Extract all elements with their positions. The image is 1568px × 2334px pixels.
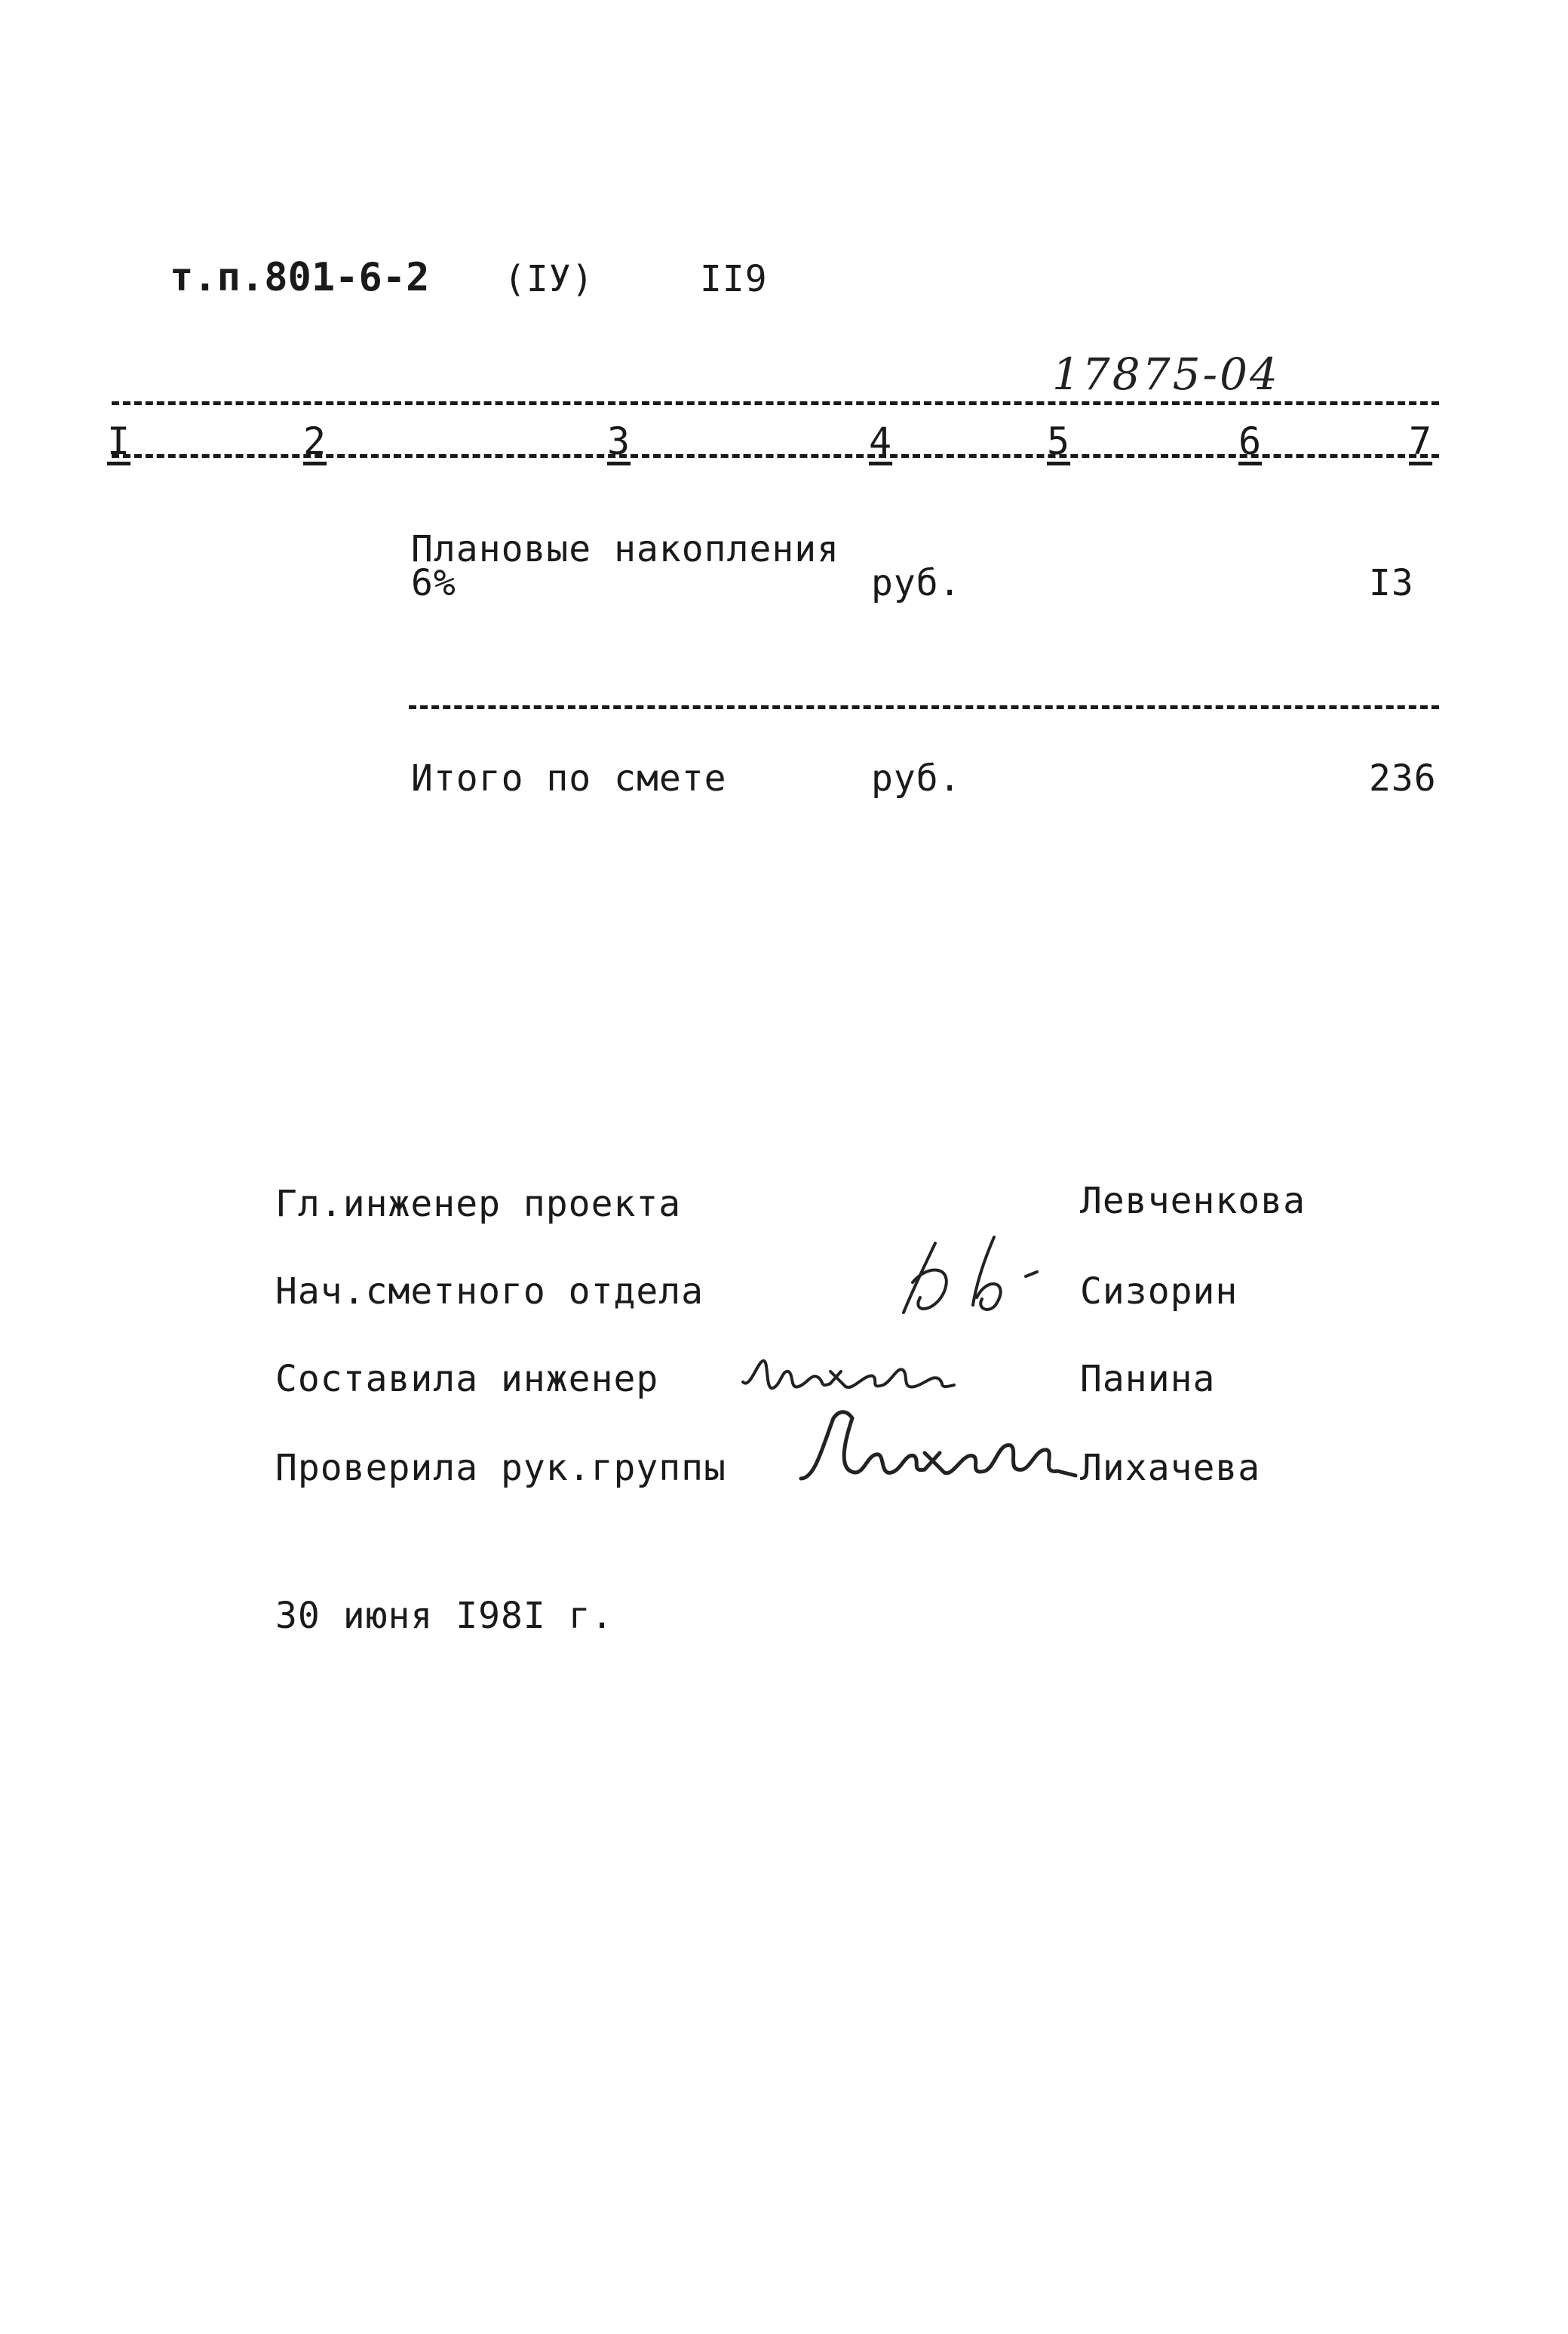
- total-label: Итого по смете: [411, 757, 727, 800]
- total-rule: [409, 705, 1439, 709]
- signature-name-estimate-head: Сизорин: [1080, 1270, 1238, 1313]
- signature-name-compiler: Панина: [1080, 1358, 1216, 1400]
- handwritten-signature-compiler: [735, 1344, 962, 1405]
- row-name-line2: 6%: [411, 562, 456, 604]
- document-date: 30 июня I98I г.: [275, 1595, 614, 1637]
- handwritten-number: 17875-04: [1052, 349, 1280, 400]
- row-value: I3: [1369, 562, 1414, 604]
- column-number-5: 5: [1047, 419, 1071, 463]
- page-number: II9: [700, 258, 768, 300]
- table-header-top-rule: [112, 401, 1439, 405]
- signature-name-checker: Лихачева: [1080, 1447, 1261, 1489]
- signature-role-estimate-head: Нач.сметного отдела: [275, 1270, 704, 1313]
- column-number-3: 3: [607, 419, 631, 463]
- column-number-6: 6: [1238, 419, 1263, 463]
- signature-role-checker: Проверила рук.группы: [275, 1447, 726, 1489]
- table-header-bottom-rule: [112, 454, 1439, 458]
- row-unit: руб.: [871, 562, 962, 604]
- column-number-7: 7: [1409, 419, 1433, 463]
- row-name-line1: Плановые накопления: [411, 528, 840, 570]
- volume-number: (IУ): [504, 258, 594, 300]
- project-code: т.п.801-6-2: [170, 255, 430, 300]
- total-unit: руб.: [871, 757, 962, 800]
- signature-role-compiler: Составила инженер: [275, 1358, 659, 1400]
- column-number-4: 4: [869, 419, 893, 463]
- signature-role-chief-engineer: Гл.инженер проекта: [275, 1183, 682, 1225]
- signature-name-chief-engineer: Левченкова: [1080, 1180, 1306, 1222]
- handwritten-signature-checker: [792, 1403, 1079, 1494]
- column-number-2: 2: [303, 419, 327, 463]
- column-number-1: I: [107, 419, 131, 463]
- handwritten-signature-estimate-head: [882, 1230, 1048, 1328]
- total-value: 236: [1369, 757, 1437, 800]
